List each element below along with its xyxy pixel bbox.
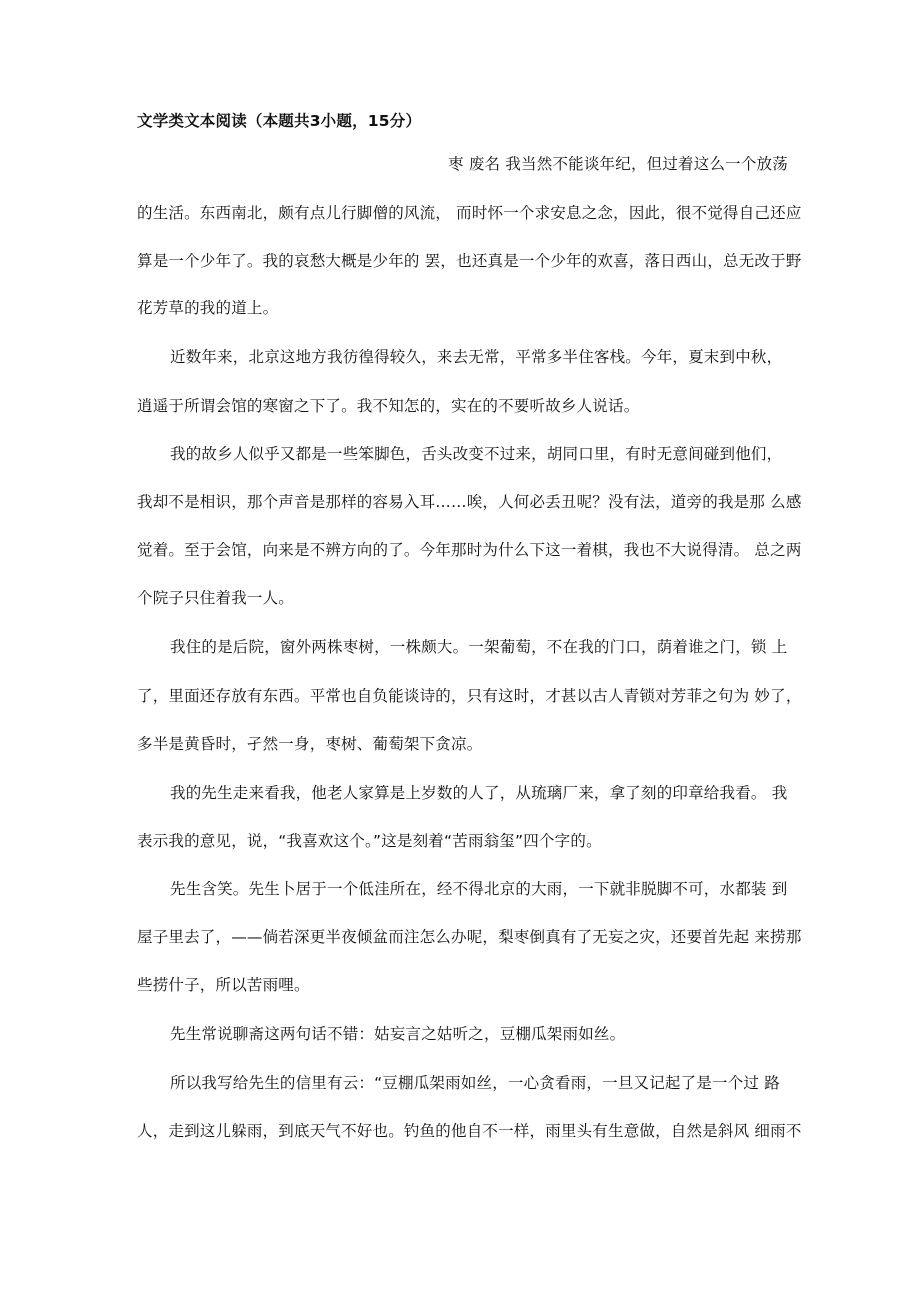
text-line: 逍遥于所谓会馆的寒窗之下了。我不知怎的，实在的不要听故乡人说话。: [137, 397, 640, 415]
text-line: 近数年来，北京这地方我彷徨得较久，来去无常，平常多半住客栈。今年，夏末到中秋，: [170, 348, 783, 366]
text-line: 我的先生走来看我，他老人家算是上岁数的人了，从琉璃厂来，拿了刻的印章给我看。 我: [170, 784, 788, 802]
text-line: 个院子只住着我一人。: [137, 589, 295, 607]
text-line: 花芳草的我的道上。: [137, 299, 279, 317]
text-line: 的生活。东西南北，颇有点儿行脚僧的风流， 而时怀一个求安息之念，因此，很不觉得自己还应: [137, 204, 802, 222]
text-line: 枣 废名 我当然不能谈年纪，但过着这么一个放荡: [448, 155, 788, 173]
text-line: 了，里面还存放有东西。平常也自负能谈诗的，只有这时，才甚以古人青锁对芳菲之句为 妙了，: [137, 687, 802, 705]
text-line: 人，走到这儿躲雨，到底天气不好也。钓鱼的他自不一样，雨里头有生意做，自然是斜风 细雨不: [137, 1122, 802, 1140]
text-line: 先生含笑。先生卜居于一个低洼所在，经不得北京的大雨，一下就非脱脚不可，水都装 到: [170, 880, 788, 898]
text-line: 我却不是相识，那个声音是那样的容易入耳……唉，人何必丢丑呢？没有法，道旁的我是那 么感: [137, 493, 802, 511]
text-line: 多半是黄昏时，孑然一身，枣树、葡萄架下贪凉。: [137, 735, 483, 753]
text-line: 我的故乡人似乎又都是一些笨脚色，舌头改变不过来，胡同口里，有时无意间碰到他们，: [170, 445, 783, 463]
text-line: 觉着。至于会馆，向来是不辨方向的了。今年那时为什么下这一着棋，我也不大说得清。 总之两: [137, 541, 802, 559]
text-line: 我住的是后院，窗外两株枣树，一株颇大。一架葡萄，不在我的门口，荫着谁之门，锁 上: [170, 638, 788, 656]
section-heading: 文学类文本阅读（本题共3小题，15分）: [137, 112, 422, 130]
text-line: 屋子里去了，——倘若深更半夜倾盆而注怎么办呢，梨枣倒真有了无妄之灾，还要首先起 来捞那: [137, 928, 802, 946]
text-line: 先生常说聊斋这两句话不错：姑妄言之姑听之，豆棚瓜架雨如丝。: [170, 1025, 626, 1043]
text-line: 些捞什子，所以苦雨哩。: [137, 976, 310, 994]
text-line: 所以我写给先生的信里有云：“豆棚瓜架雨如丝，一心贪看雨，一旦又记起了是一个过 路: [170, 1074, 780, 1092]
text-line: 算是一个少年了。我的哀愁大概是少年的 罢，也还真是一个少年的欢喜，落日西山，总无改于野: [137, 252, 802, 270]
text-line: 表示我的意见，说，“我喜欢这个。”这是刻着“苦雨翁玺”四个字的。: [137, 832, 602, 850]
